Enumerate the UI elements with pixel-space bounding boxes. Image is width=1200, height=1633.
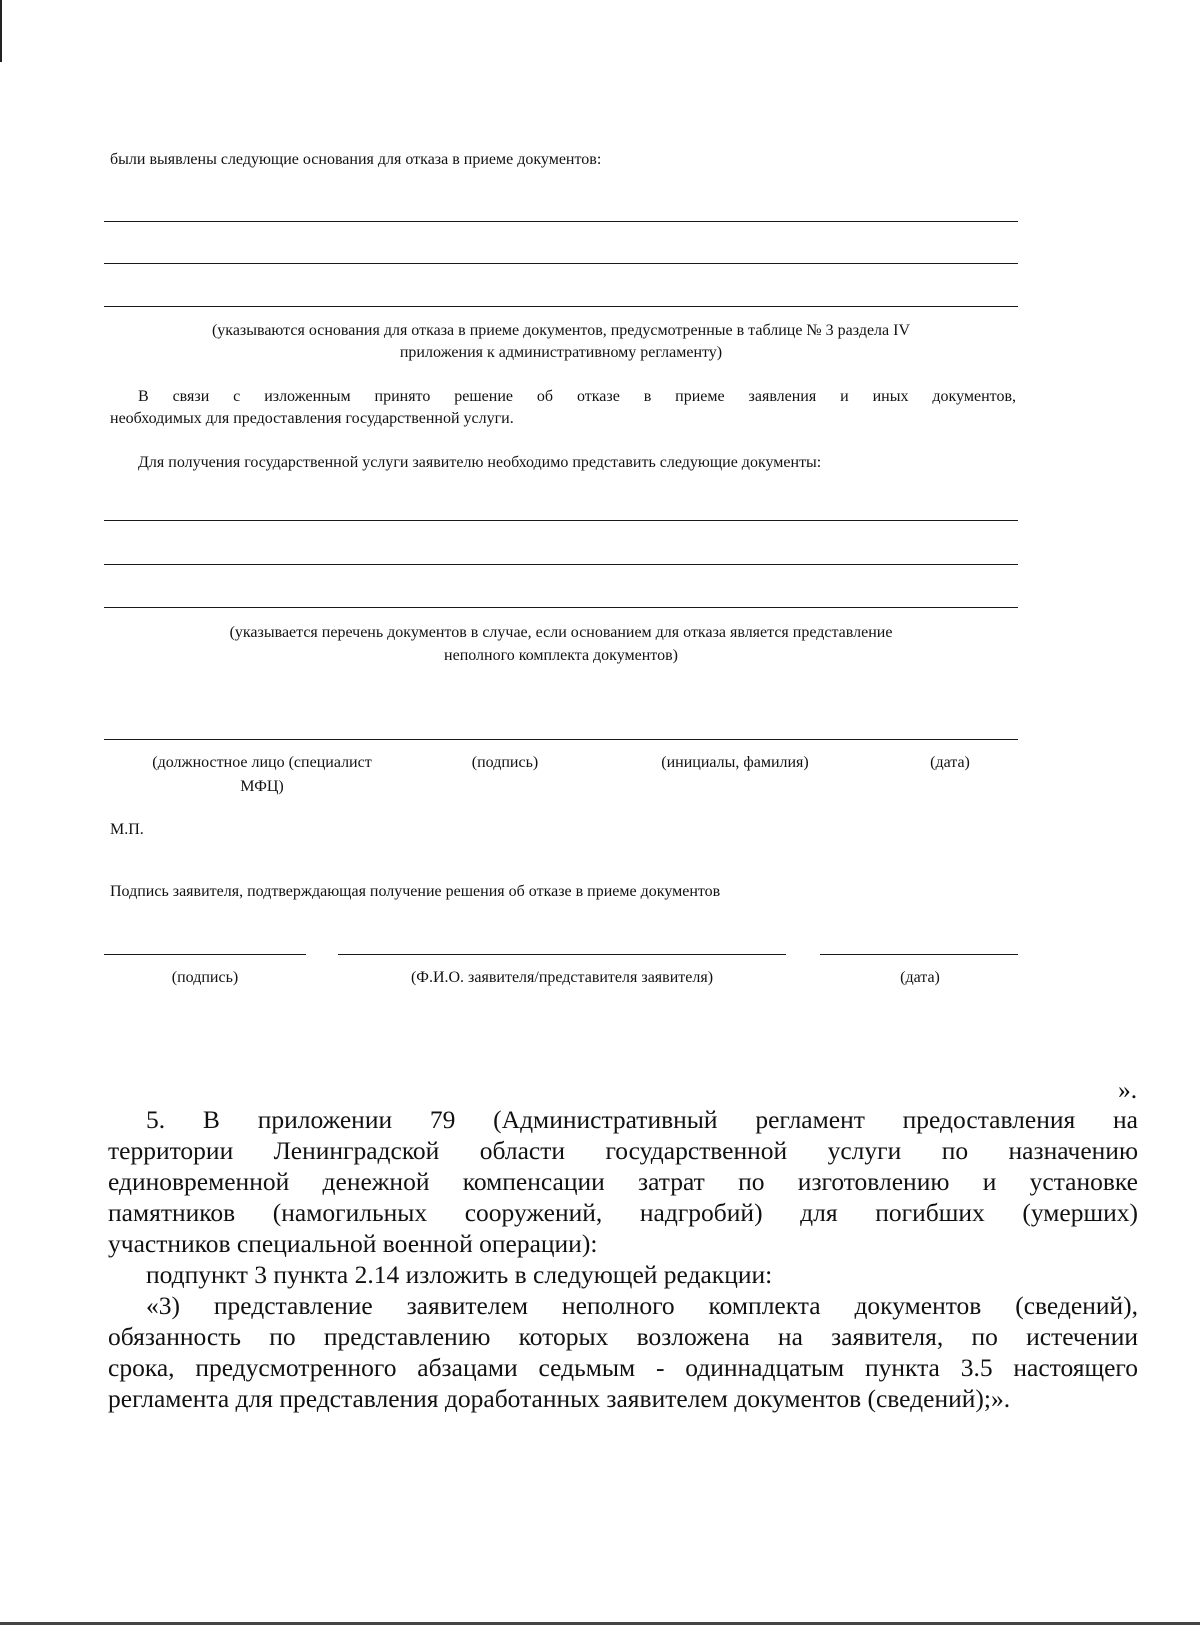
decision-line-1: В связи с изложенным принято решение об отказе в приеме заявления и иных документов, xyxy=(138,388,1016,405)
date-label: (дата) xyxy=(930,754,970,771)
official-signature-line xyxy=(104,739,1018,740)
grounds-hint-2: приложения к административному регламенту) xyxy=(399,344,723,361)
scan-edge-top xyxy=(0,0,2,62)
signature-label: (подпись) xyxy=(471,754,539,771)
docs-line-1 xyxy=(104,520,1018,521)
grounds-line-3 xyxy=(104,306,1018,307)
p5-line-1: 5. В приложении 79 (Административный регламент предоставления на xyxy=(146,1105,1138,1134)
docs-needed: Для получения государственной услуги заявителю необходимо представить следующие документы: xyxy=(138,454,822,471)
p5-line-4: памятников (намогильных сооружений, надгробий) для погибших (умерших) xyxy=(108,1198,1138,1227)
docs-hint-2: неполного комплекта документов) xyxy=(444,647,678,664)
stamp-mark: М.П. xyxy=(110,821,144,838)
initials-label: (инициалы, фамилия) xyxy=(661,754,809,771)
official-label-2: МФЦ) xyxy=(240,778,284,795)
applicant-signature-text: Подпись заявителя, подтверждающая получение решения об отказе в приеме документов xyxy=(110,883,721,900)
closing-quote: ». xyxy=(1118,1075,1138,1104)
applicant-sign-line xyxy=(104,954,306,955)
quoted-line-4: регламента для представления доработанных заявителем документов (сведений);». xyxy=(108,1384,1011,1413)
quoted-line-3: срока, предусмотренного абзацами седьмым - одиннадцатым пункта 3.5 настоящего xyxy=(108,1353,1138,1382)
p5-line-3: единовременной денежной компенсации затрат по изготовлению и установке xyxy=(108,1167,1138,1196)
applicant-name-line xyxy=(338,954,786,955)
grounds-line-1 xyxy=(104,221,1018,222)
docs-line-2 xyxy=(104,564,1018,565)
decision-line-2: необходимых для предоставления государственной услуги. xyxy=(110,410,514,427)
scan-edge-bottom xyxy=(0,1622,1200,1625)
grounds-hint-1: (указываются основания для отказа в приеме документов, предусмотренные в таблице № 3 раздела IV xyxy=(211,322,911,339)
grounds-line-2 xyxy=(104,263,1018,264)
official-label-1: (должностное лицо (специалист xyxy=(152,754,372,771)
grounds-intro: были выявлены следующие основания для отказа в приеме документов: xyxy=(110,151,602,168)
docs-line-3 xyxy=(104,607,1018,608)
quoted-line-2: обязанность по представлению которых возложена на заявителя, по истечении xyxy=(108,1322,1138,1351)
applicant-date-label: (дата) xyxy=(900,969,940,986)
docs-hint-1: (указывается перечень документов в случае, если основанием для отказа является представление xyxy=(229,624,893,641)
p5-line-5: участников специальной военной операции): xyxy=(108,1229,598,1258)
applicant-name-label: (Ф.И.О. заявителя/представителя заявителя) xyxy=(410,969,714,986)
quoted-line-1: «3) представление заявителем неполного комплекта документов (сведений), xyxy=(146,1291,1138,1320)
applicant-sign-label: (подпись) xyxy=(171,969,239,986)
p5-line-2: территории Ленинградской области государственной услуги по назначению xyxy=(108,1136,1138,1165)
subpoint-line: подпункт 3 пункта 2.14 изложить в следующей редакции: xyxy=(146,1260,773,1289)
applicant-date-line xyxy=(820,954,1018,955)
